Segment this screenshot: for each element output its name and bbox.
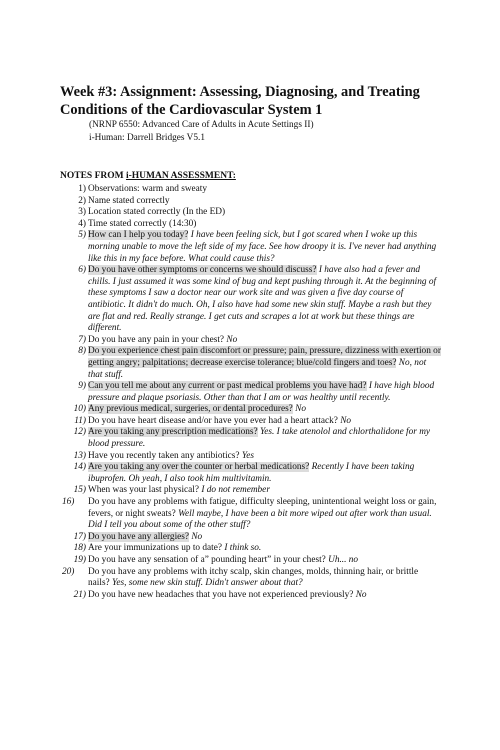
assessment-list — [0, 184, 500, 601]
item-number: 7) — [78, 334, 86, 345]
item-answer: I have also had a fever and chills. I just assumed it was some kind of bug and kept pushing through it. At the beginning of these symptoms I saw a doctor near our work site and was given a five day course of antibiotic. It didn't do much. Oh, I also have had some new skin stuff. Maybe a rash but they are flat and red. Really strange. I get cuts and scrapes a lot at work but these things are different. — [88, 265, 437, 334]
item-answer: No — [337, 415, 352, 426]
item-question: When was your last physical? — [88, 485, 200, 496]
item-answer: Yes, some new skin stuff. Didn't answer about that? — [109, 578, 303, 589]
item-answer: No — [224, 334, 238, 345]
list-item — [0, 485, 500, 497]
item-question: Location stated correctly (In the ED) — [88, 207, 226, 218]
item-number: 14) — [73, 462, 86, 473]
item-question: Are your immunizations up to date? — [88, 543, 222, 554]
item-question: How can I help you today? — [88, 230, 189, 241]
item-answer: No, not that stuff. — [88, 357, 427, 380]
list-item — [0, 543, 500, 555]
list-item — [0, 590, 500, 602]
item-answer: Yes — [239, 450, 254, 461]
item-number: 21) — [73, 589, 86, 600]
list-item — [0, 184, 500, 196]
item-question: Do you experience chest pain discomfort or pressure; pain, pressure, dizziness with exertion or getting angry; palpitations; decrease exercise tolerance; blue/cold fingers and toes? — [88, 346, 441, 368]
item-number: 17) — [73, 531, 86, 542]
item-answer: No — [292, 404, 306, 415]
item-number: 13) — [73, 450, 86, 461]
item-answer: Yes. I take atenolol and chlorthalidone for my blood pressure. — [88, 427, 431, 450]
item-question: Do you have heart disease and/or have you ever had a heart attack? — [88, 415, 338, 426]
item-answer: I have been feeling sick, but I got scared when I woke up this morning unable to move the left side of my face. See how droopy it is. I've never had anything like this in my face before. What could cause this? — [88, 230, 437, 264]
item-answer: I think so. — [222, 543, 262, 554]
list-item — [0, 497, 500, 532]
list-item — [0, 335, 500, 347]
item-number: 12) — [73, 427, 86, 438]
list-item — [0, 427, 500, 450]
item-number: 8) — [78, 346, 86, 357]
item-number: 16) — [62, 497, 75, 508]
item-question: Are you taking any over the counter or herbal medications? — [88, 462, 310, 473]
item-number: 19) — [73, 555, 86, 565]
item-question: Have you recently taken any antibiotics? — [88, 450, 240, 461]
item-question: Do you have any sensation of a” pounding heart” in your chest? — [88, 555, 326, 565]
item-answer: I have high blood pressure and plaque psoriasis. Other than that I am or was healthy until recently. — [88, 381, 435, 403]
item-question: Do you have new headaches that you have not experienced previously? — [88, 589, 354, 600]
item-question: Any previous medical, surgeries, or dental procedures? — [88, 404, 293, 415]
list-item — [0, 416, 500, 428]
item-answer: Uh... no — [325, 555, 359, 565]
list-item — [0, 346, 500, 381]
item-question: Observations: warm and sweaty — [88, 184, 208, 194]
list-item — [0, 532, 500, 544]
item-number: 18) — [73, 543, 86, 554]
item-answer: I do not remember — [199, 485, 270, 496]
item-number: 20) — [62, 566, 75, 577]
item-answer: No — [189, 531, 203, 542]
item-number: 6) — [78, 265, 86, 276]
list-item — [0, 265, 500, 335]
list-item — [0, 207, 500, 219]
item-question: Time stated correctly (14:30) — [88, 218, 197, 229]
notes-heading-prefix: NOTES FROM — [60, 171, 126, 181]
list-item — [0, 230, 500, 265]
list-item — [0, 381, 500, 404]
item-number: 3) — [78, 207, 86, 218]
ihuman-line: i-Human: Darrell Bridges V5.1 — [89, 133, 206, 143]
notes-heading — [60, 170, 236, 182]
list-item — [0, 196, 500, 208]
item-number: 10) — [73, 404, 86, 415]
course-line: (NRNP 6550: Advanced Care of Adults in Acute Settings II) — [89, 120, 314, 130]
item-number: 2) — [78, 195, 86, 206]
item-question: Are you taking any prescription medications? — [88, 427, 258, 438]
item-question: Do you have any pain in your chest? — [88, 334, 225, 345]
item-number: 11) — [74, 415, 86, 426]
list-item — [0, 219, 500, 231]
item-question: Name stated correctly — [88, 195, 170, 206]
item-question: Do you have any problems with itchy scalp, skin changes, molds, thinning hair, or brittle nails? — [88, 566, 419, 589]
notes-heading-ihuman: i-HUMAN ASSESSMENT: — [125, 171, 236, 181]
list-item — [0, 404, 500, 416]
item-answer: Well maybe, I have been a bit more wiped out after work than usual. Did I tell you about some of the other stuff? — [88, 508, 432, 531]
item-number: 9) — [78, 381, 86, 392]
item-answer: No — [353, 589, 367, 600]
item-number: 4) — [78, 218, 86, 229]
list-item — [0, 555, 500, 567]
item-question: Can you tell me about any current or past medical problems you have had? — [88, 381, 367, 392]
item-answer: Recently I have been taking ibuprofen. Oh yeah, I also took him multivitamin. — [88, 462, 415, 484]
list-item — [0, 462, 500, 485]
item-number: 15) — [73, 485, 86, 496]
item-question: Do you have other symptoms or concerns we should discuss? — [88, 265, 317, 276]
document-title: Week #3: Assignment: Assessing, Diagnosing, and Treating Conditions of the Cardiovascular System 1 — [60, 84, 420, 118]
item-question: Do you have any problems with fatigue, difficulty sleeping, unintentional weight loss or gain, fevers, or night sweats? — [88, 497, 437, 519]
list-item — [0, 567, 500, 590]
item-number: 1) — [78, 184, 86, 194]
list-item — [0, 451, 500, 463]
item-question: Do you have any allergies? — [88, 531, 190, 542]
item-number: 5) — [78, 230, 86, 241]
